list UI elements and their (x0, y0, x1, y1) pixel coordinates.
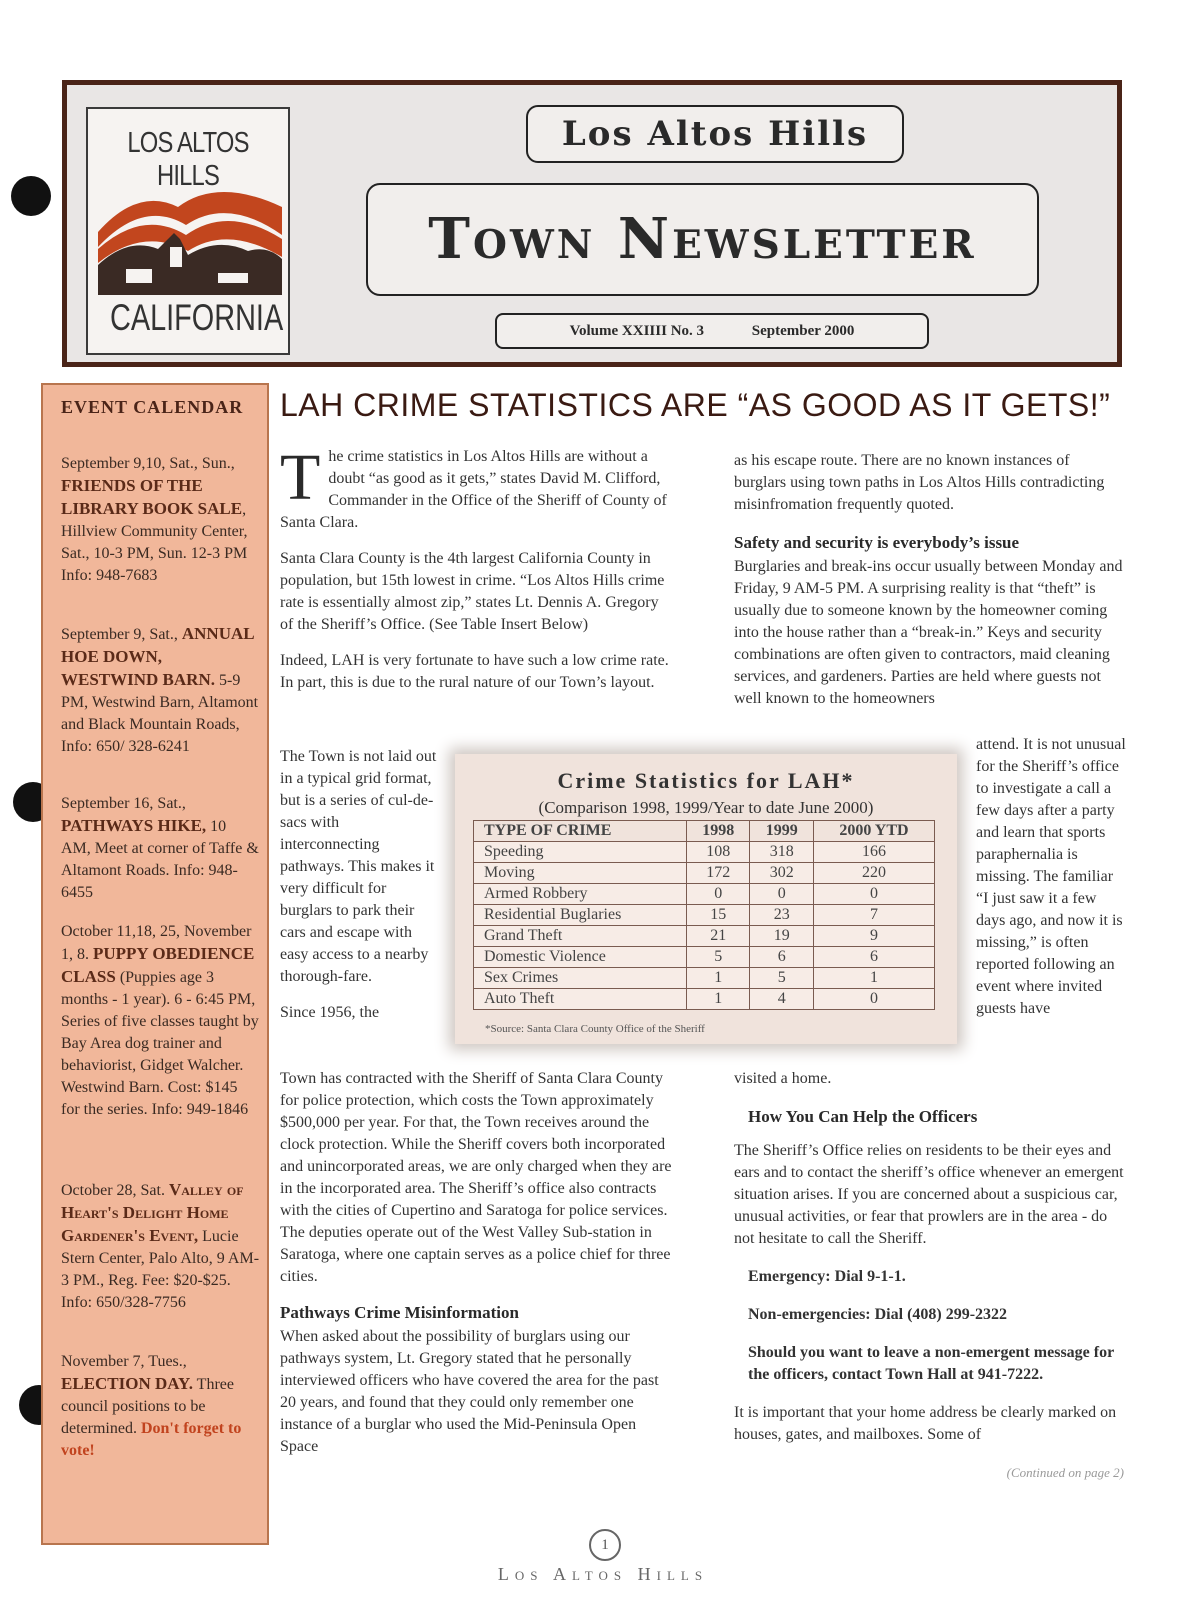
table-title: Crime Statistics for LAH* (557, 768, 855, 793)
table-header: TYPE OF CRIME (474, 821, 687, 842)
issue-info (495, 313, 929, 349)
table-row: Speeding 108 318 166 (474, 842, 935, 863)
article-paragraph: When asked about the possibility of burglars using our pathways system, Lt. Gregory stated that he personally interviewed officers who have covered the area for the past 20 years, and found that they could only remember one instance of a burglar who used the Mid-Peninsula Open Space (280, 1328, 659, 1455)
article-paragraph: as his escape route. There are no known instances of burglars using town paths in Los Altos Hills contradicting misinfromation frequently quoted. (734, 452, 1105, 513)
article-paragraph: attend. It is not unusual for the Sheriff’s office to investigate a call a few days after a party and learn that sports paraphernalia is missing. The familiar “I just saw it a few days ago, and now it is missing,” is often reported following an event where invited guests have (976, 736, 1126, 1017)
table-header-row (474, 821, 935, 842)
masthead-title: Los Altos Hills (526, 105, 904, 163)
event-item: October 11,18, 25, November 1, 8. PUPPY OBEDIENCE CLASS (Puppies age 3 months - 1 year). 6 - 6:45 PM, Series of five classes taught by Bay Area dog trainer and behaviorist, Gidget Walcher. Westwind Barn. Cost: $145 for the series. Info: 949-1846 (61, 923, 259, 1118)
subheading-help: How You Can Help the Officers (748, 1107, 978, 1126)
logo-top-text: LOS ALTOS HILLS (127, 127, 249, 192)
table-row: Auto Theft 1 4 0 (474, 989, 935, 1010)
table-header: 1999 (750, 821, 813, 842)
table-source-note: *Source: Santa Clara County Office of the Sheriff (485, 1023, 705, 1035)
event-item: September 16, Sat., PATHWAYS HIKE, 10 AM, Meet at corner of Taffe & Altamont Roads. Info: 948-6455 (61, 795, 259, 901)
article-paragraph: The Town is not laid out in a typical grid format, but is a series of cul-de-sacs with interconnecting pathways. This makes it very difficult for burglars to park their cars and escape with easy access to a nearby thorough-fare. (280, 748, 437, 985)
article-paragraph: Since 1956, the (280, 1004, 380, 1021)
event-calendar-sidebar (41, 383, 269, 1545)
emergency-number: Emergency: Dial 9-1-1. (748, 1268, 906, 1285)
continued-note: (Continued on page 2) (1006, 1465, 1124, 1480)
article-column-2-lower (734, 1068, 1124, 1484)
table-row: Sex Crimes 1 5 1 (474, 968, 935, 989)
article-column-2-wrap (976, 734, 1128, 1020)
event-item: November 7, Tues., ELECTION DAY. Three council positions to be determined. Don't forget to vote! (61, 1353, 242, 1459)
volume-number: Volume XXIIII No. 3 (569, 323, 705, 339)
newsletter-title: Town Newsletter (366, 183, 1039, 296)
issue-date: September 2000 (751, 323, 855, 339)
subheading-pathways: Pathways Crime Misinformation (280, 1303, 519, 1322)
table-row: Moving 172 302 220 (474, 863, 935, 884)
table-header: 2000 YTD (813, 821, 934, 842)
table-row: Residential Buglaries 15 23 7 (474, 905, 935, 926)
non-emergency-number: Non-emergencies: Dial (408) 299-2322 (748, 1306, 1008, 1323)
article-column-1-wrap (280, 746, 440, 1024)
table-header: 1998 (687, 821, 750, 842)
article-column-1 (280, 441, 672, 694)
drop-cap: T (280, 441, 321, 514)
crime-statistics-insert (455, 754, 957, 1044)
article-paragraph: Burglaries and break-ins occur usually between Monday and Friday, 9 AM-5 PM. A surprising reality is that “theft” is usually due to someone known by the homeowner coming into the house rather than a “break-in.” Keys and security combinations are often given to contractors, maid cleaning services, and gardeners. Parties are held where guests not well known to the homeowners (734, 558, 1123, 707)
article-headline: LAH CRIME STATISTICS ARE “AS GOOD AS IT GETS!” (280, 387, 1111, 423)
logo-bottom-text: CALIFORNIA (110, 297, 284, 338)
table-row: Grand Theft 21 19 9 (474, 926, 935, 947)
article-paragraph: visited a home. (734, 1070, 832, 1087)
article-paragraph: The crime statistics in Los Altos Hills are without a doubt “as good as it gets,” states David M. Clifford, Commander in the Office of the Sheriff of County of Santa Clara. (280, 441, 667, 531)
subheading-safety: Safety and security is everybody’s issue (734, 533, 1020, 552)
hills-logo-icon (98, 177, 282, 295)
article-paragraph: The Sheriff’s Office relies on residents to be their eyes and ears and to contact the sheriff’s office whenever an emergent situation arises. If you are concerned about a suspicious car, unusual activities, or fear that prowlers are in the area - do not hesitate to call the Sheriff. (734, 1142, 1124, 1247)
page-number: 1 (589, 1529, 621, 1561)
crime-statistics-table (473, 820, 935, 1010)
town-logo (86, 107, 290, 355)
event-item: September 9, Sat., ANNUAL HOE DOWN, WESTWIND BARN. 5-9 PM, Westwind Barn, Altamont and Black Mountain Roads, Info: 650/ 328-6241 (61, 624, 259, 755)
punch-hole-top (11, 176, 51, 216)
article-paragraph: Santa Clara County is the 4th largest California County in population, but 15th lowest in crime. “Los Altos Hills crime rate is essentially almost zip,” states Lt. Dennis A. Gregory of the Sheriff’s Office. (See Table Insert Below) (280, 550, 665, 633)
table-subtitle: (Comparison 1998, 1999/Year to date June 2000) (538, 798, 874, 817)
article-paragraph: Town has contracted with the Sheriff of Santa Clara County for police protection, which costs the Town approximately $500,000 per year. For that, the Town receives around the clock protection. While the Sheriff covers both incorporated and unincorporated areas, we are only charged when they are in the incorporated area. The Sheriff’s office also contracts with the cities of Cupertino and Saratoga for police services. The deputies operate out of the West Valley Sub-station in Saratoga, where one captain serves as a police chief for three cities. (280, 1070, 672, 1285)
footer-town-name: Los Altos Hills (497, 1564, 709, 1584)
event-calendar-heading: EVENT CALENDAR (61, 397, 244, 417)
town-hall-message: Should you want to leave a non-emergent message for the officers, contact Town Hall at 941-7222. (748, 1344, 1114, 1383)
article-column-2 (734, 450, 1124, 710)
article-column-1-lower (280, 1068, 672, 1472)
article-paragraph: It is important that your home address be clearly marked on houses, gates, and mailboxes. Some of (734, 1404, 1117, 1443)
event-item: October 28, Sat. Valley of Heart's Delight Home Gardener's Event, Lucie Stern Center, Palo Alto, 9 AM- 3 PM., Reg. Fee: $20-$25. Info: 650/328-7756 (61, 1180, 260, 1311)
table-row: Domestic Violence 5 6 6 (474, 947, 935, 968)
event-item: September 9,10, Sat., Sun., FRIENDS OF THE LIBRARY BOOK SALE, Hillview Community Center, Sat., 10-3 PM, Sun. 12-3 PM Info: 948-7683 (61, 455, 248, 584)
article-paragraph: Indeed, LAH is very fortunate to have such a low crime rate. In part, this is due to the rural nature of our Town’s layout. (280, 652, 669, 691)
table-row: Armed Robbery 0 0 0 (474, 884, 935, 905)
